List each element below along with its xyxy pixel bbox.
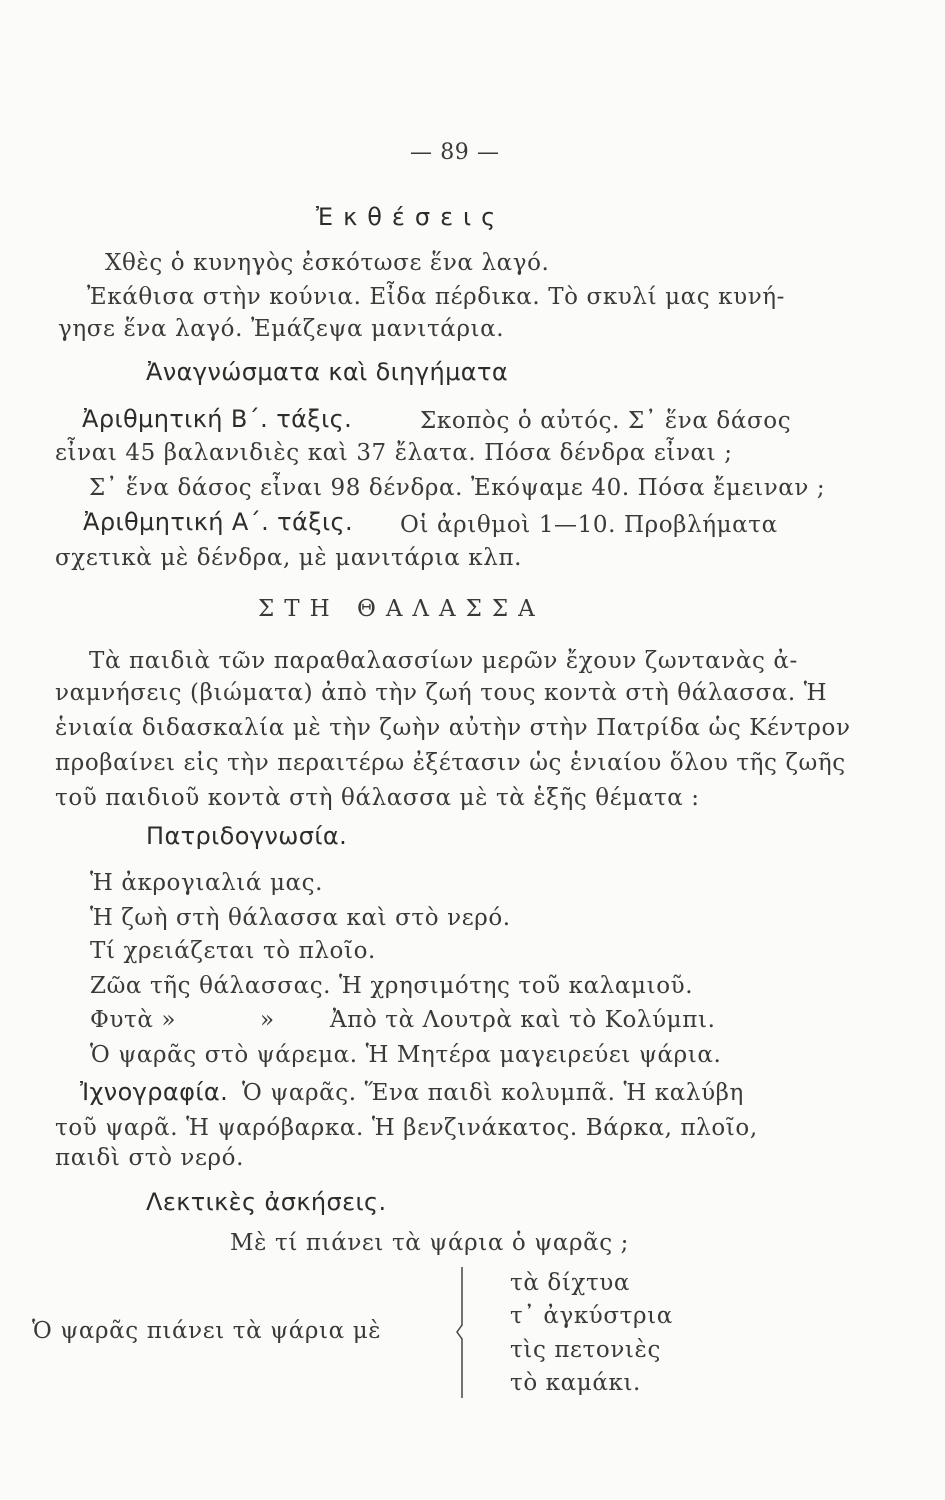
answer-option: τὸ καμάκι.	[510, 1370, 641, 1396]
text-line: παιδὶ στὸ νερό.	[55, 1145, 245, 1171]
text-line: Χθὲς ὁ κυνηγὸς ἐσκότωσε ἕνα λαγό.	[105, 250, 550, 276]
text-line: Σ᾽ ἕνα δάσος εἶναι 98 δένδρα. Ἐκόψαμε 40. Πόσα ἔμειναν ;	[89, 475, 826, 501]
topic-line: Τί χρειάζεται τὸ πλοῖο.	[90, 938, 376, 964]
paragraph-line: ναμνήσεις (βιώματα) ἀπὸ τὴν ζωή τους κοντὰ στὴ θάλασσα. Ἡ	[55, 680, 828, 706]
text-line: Οἱ ἀριθμοὶ 1—10. Προβλήματα	[400, 512, 778, 538]
text-line: γησε ἕνα λαγό. Ἐμάζεψα μανιτάρια.	[58, 316, 505, 342]
text-line: Ἐκάθισα στὴν κούνια. Εἶδα πέρδικα. Τὸ σκυλί μας κυνή-	[87, 284, 786, 310]
topic-line: Ζῶα τῆς θάλασσας. Ἡ χρησιμότης τοῦ καλαμιοῦ.	[90, 973, 694, 999]
label-arithmetic-a: Ἀριθμητική Α΄. τάξις.	[83, 508, 354, 536]
topic-line-end: Ἀπὸ τὰ Λουτρὰ καὶ τὸ Κολύμπι.	[330, 1007, 716, 1033]
text-line: σχετικὰ μὲ δένδρα, μὲ μανιτάρια κλπ.	[55, 545, 523, 571]
text-line: εἶναι 45 βαλανιδιὲς καὶ 37 ἔλατα. Πόσα δένδρα εἶναι ;	[55, 440, 733, 466]
paragraph-line: Τὰ παιδιὰ τῶν παραθαλασσίων μερῶν ἔχουν ζωντανὰς ἀ-	[89, 648, 798, 674]
text-line: Σκοπὸς ὁ αὐτός. Σ᾽ ἕνα δάσος	[420, 408, 792, 434]
answer-option: τὰ δίχτυα	[510, 1270, 631, 1296]
answer-stem: Ὁ ψαρᾶς πιάνει τὰ ψάρια μὲ	[32, 1318, 382, 1344]
page-number: — 89 —	[410, 140, 500, 165]
answer-option: τ᾽ ἀγκύστρια	[510, 1303, 673, 1329]
heading-ekthesis: Ἐκθέσεις	[316, 203, 506, 231]
answer-option: τὶς πετονιὲς	[510, 1337, 661, 1363]
topic-line: Ἡ ζωὴ στὴ θάλασσα καὶ στὸ νερό.	[90, 905, 511, 931]
topic-line: Ὁ ψαρᾶς στὸ ψάρεμα. Ἡ Μητέρα μαγειρεύει ψάρια.	[90, 1042, 722, 1068]
text-line: Ὁ ψαρᾶς. Ἕνα παιδὶ κολυμπᾶ. Ἡ καλύβη	[242, 1080, 744, 1106]
paragraph-line: τοῦ παιδιοῦ κοντὰ στὴ θάλασσα μὲ τὰ ἑξῆς θέματα :	[55, 785, 700, 811]
topic-line-start: Φυτὰ »	[90, 1007, 177, 1033]
question-line: Μὲ τί πιάνει τὰ ψάρια ὁ ψαρᾶς ;	[230, 1230, 629, 1256]
label-ichnografia: Ἰχνογραφία.	[80, 1078, 229, 1106]
text-line: τοῦ ψαρᾶ. Ἡ ψαρόβαρκα. Ἡ βενζινάκατος. Βάρκα, πλοῖο,	[55, 1115, 758, 1141]
title-sti-thalassa: ΣΤΗ ΘΑΛΑΣΣΑ	[258, 596, 545, 622]
paragraph-line: προβαίνει εἰς τὴν περαιτέρω ἐξέτασιν ὡς ἑνιαίου ὅλου τῆς ζωῆς	[55, 750, 846, 776]
ditto-mark: »	[260, 1007, 275, 1033]
topic-line: Ἡ ἀκρογιαλιά μας.	[90, 870, 324, 896]
heading-lektikes: Λεκτικὲς ἀσκήσεις.	[146, 1188, 387, 1216]
heading-anagnosmata: Ἀναγνώσματα καὶ διηγήματα	[146, 358, 509, 386]
paragraph-line: ἑνιαία διδασκαλία μὲ τὴν ζωὴν αὐτὴν στὴν Πατρίδα ὡς Κέντρον	[55, 715, 851, 741]
brace-glyph	[454, 1265, 468, 1400]
label-arithmetic-b: Ἀριθμητική Β΄. τάξις.	[82, 405, 353, 433]
heading-patridognosia: Πατριδογνωσία.	[146, 822, 348, 850]
